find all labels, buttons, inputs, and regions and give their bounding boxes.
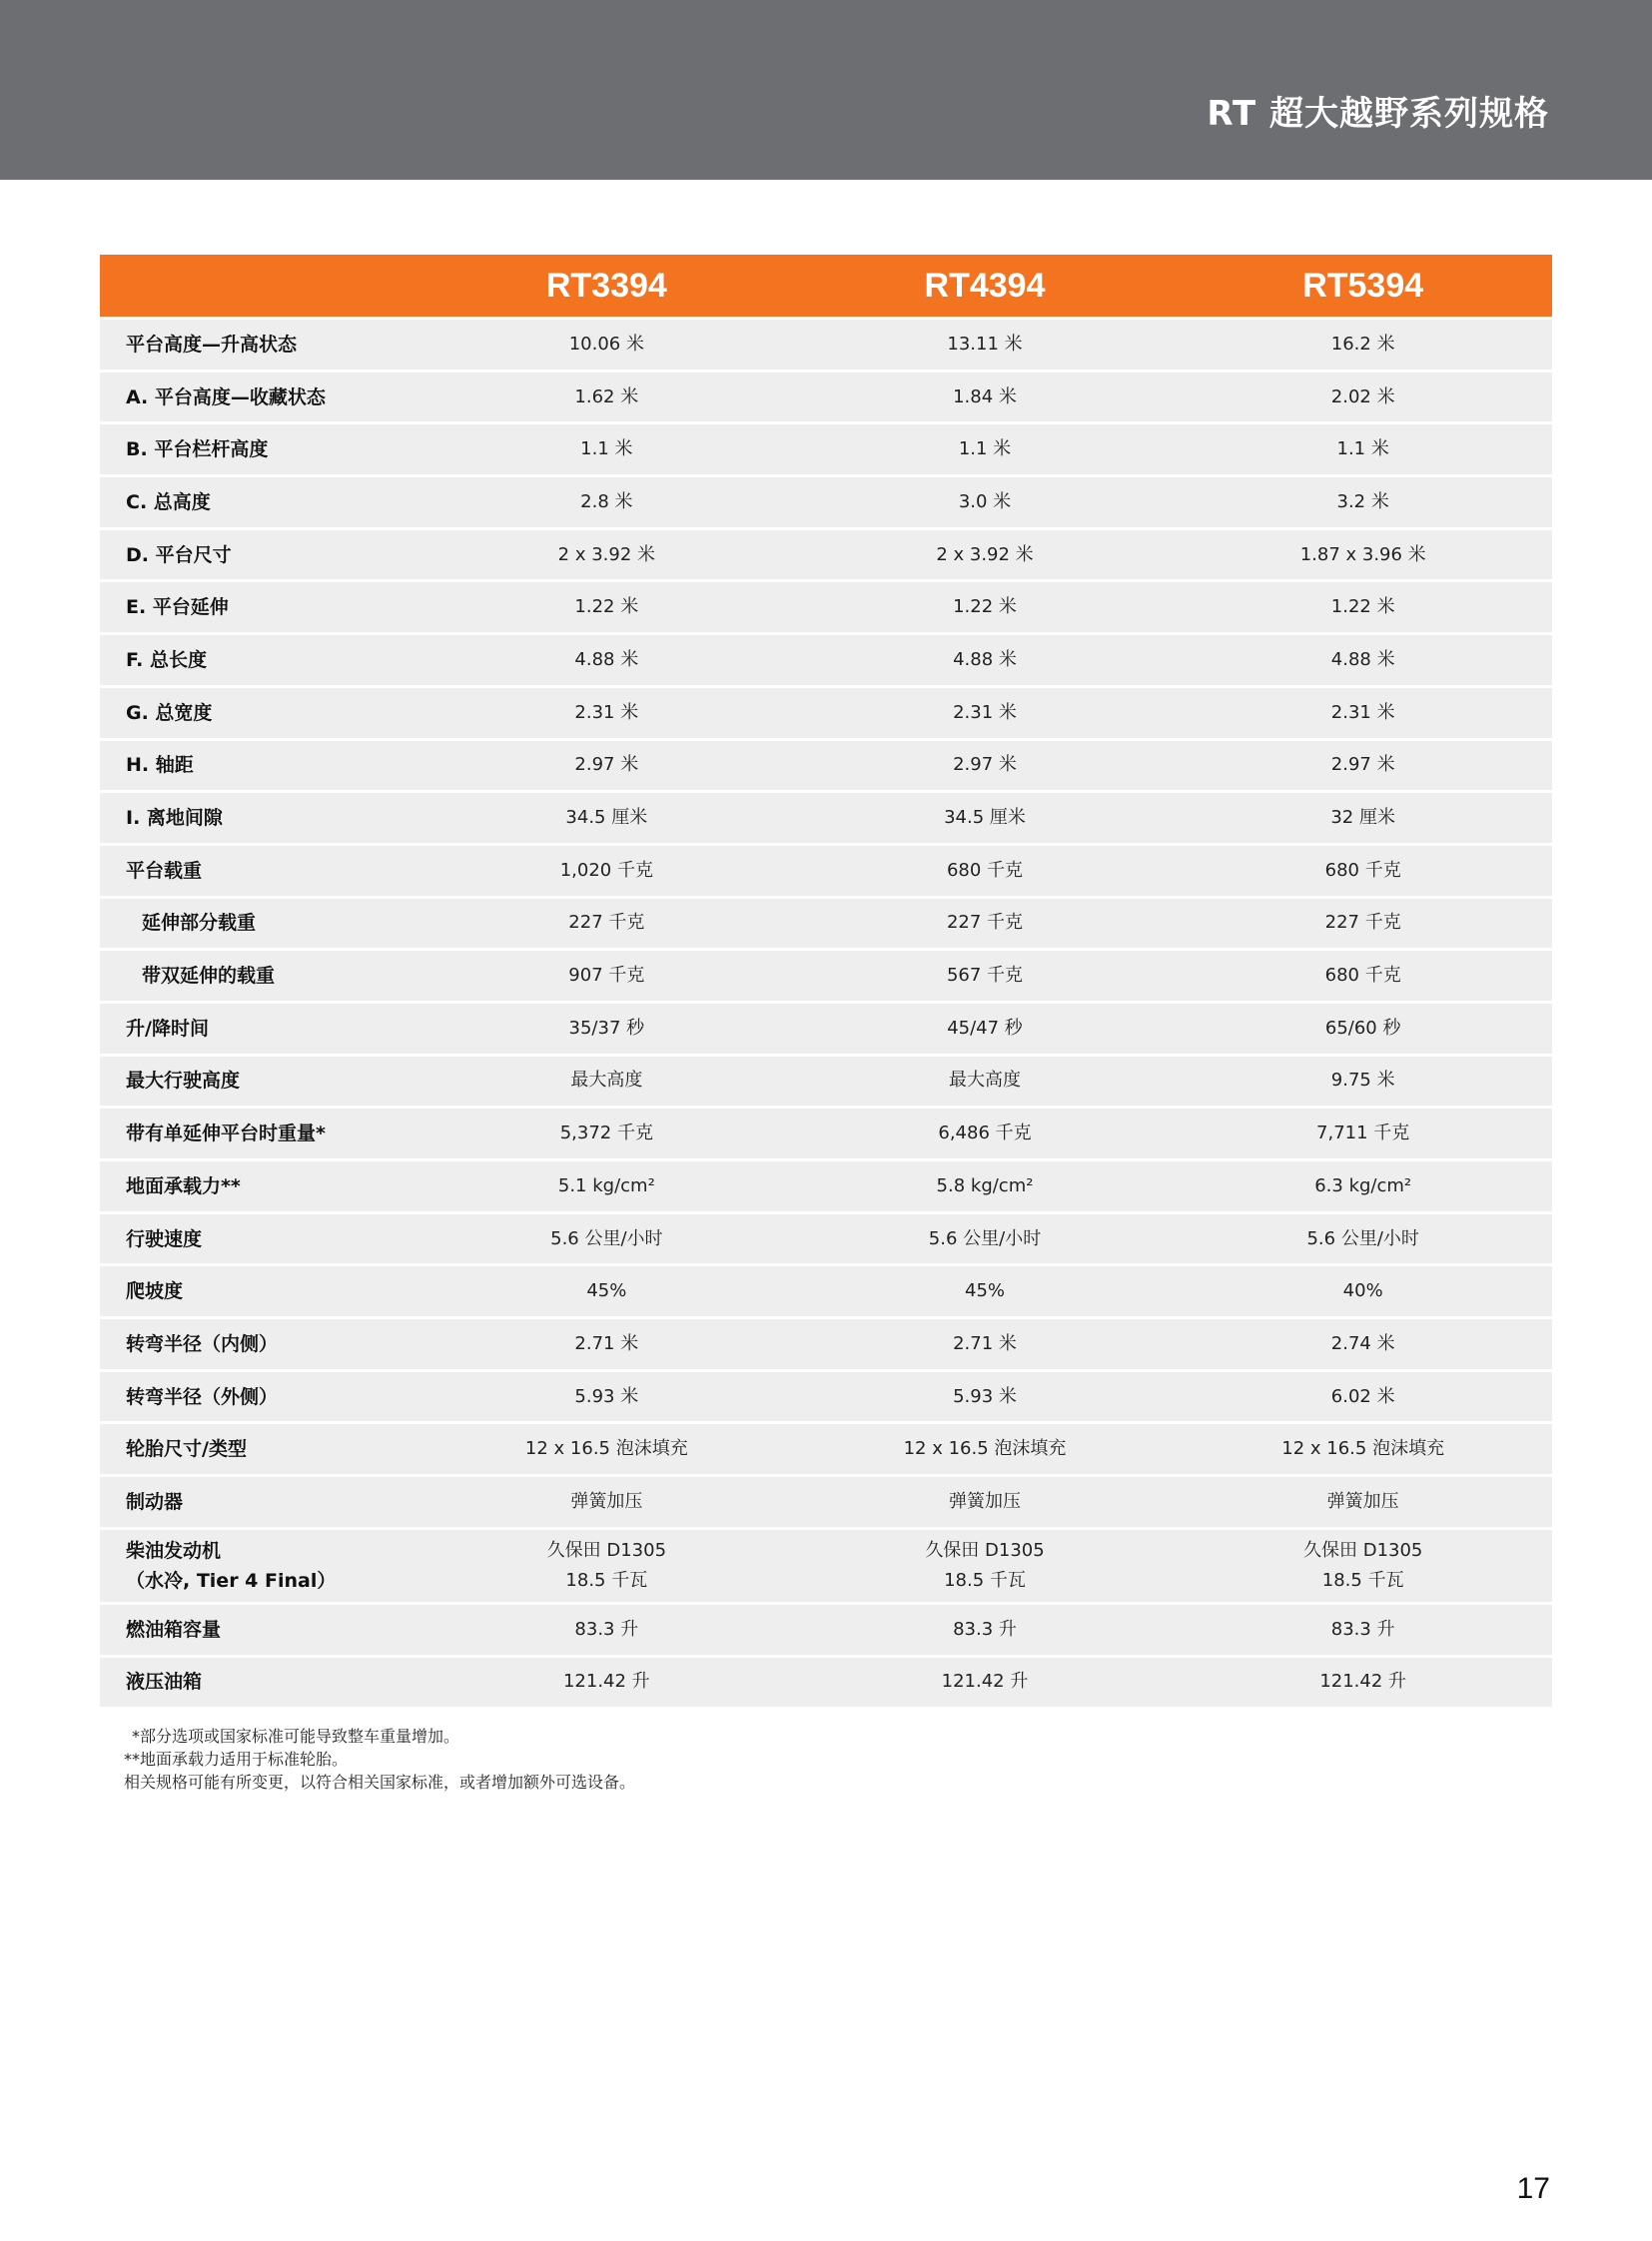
row-label — [100, 487, 417, 517]
table-cell — [1174, 908, 1552, 938]
cell-value: 35/37 秒 — [568, 1017, 645, 1039]
row-label — [100, 540, 417, 570]
column-header-rt4394: RT4394 — [924, 266, 1046, 305]
cell-value: 1,020 千克 — [559, 859, 653, 881]
table-row — [100, 1263, 1552, 1316]
row-label-text: 行驶速度 — [126, 1227, 203, 1250]
table-cell — [796, 1536, 1175, 1596]
cell-value: 45/47 秒 — [947, 1017, 1023, 1039]
table-cell — [796, 856, 1175, 886]
cell-value: 弹簧加压 — [1326, 1490, 1399, 1512]
table-cell — [796, 1667, 1175, 1697]
row-label-text: F. 总长度 — [126, 648, 208, 671]
table-row — [100, 685, 1552, 738]
table-cell — [417, 961, 796, 991]
column-header-rt3394: RT3394 — [545, 266, 667, 305]
table-cell — [417, 1171, 796, 1201]
cell-value: 121.42 升 — [562, 1671, 650, 1693]
cell-value: 34.5 厘米 — [565, 807, 648, 829]
table-cell — [417, 1615, 796, 1645]
row-label — [100, 1224, 417, 1254]
cell-value-secondary: 18.5 千瓦 — [1321, 1569, 1404, 1591]
table-cell — [1174, 1066, 1552, 1096]
table-cell — [796, 1014, 1175, 1044]
table-row — [100, 1316, 1552, 1369]
footnote: *部分选项或国家标准可能导致整车重量增加。 — [132, 1727, 460, 1746]
row-label — [100, 1536, 417, 1596]
table-cell — [1174, 1615, 1552, 1645]
table-row — [100, 1054, 1552, 1107]
cell-value: 680 千克 — [1324, 859, 1401, 881]
row-label-text: 柴油发动机 — [126, 1539, 222, 1562]
table-row — [100, 632, 1552, 685]
cell-value: 907 千克 — [568, 965, 645, 987]
cell-value: 2.97 米 — [574, 754, 639, 776]
row-label — [100, 1066, 417, 1096]
table-cell — [1174, 961, 1552, 991]
table-cell — [1174, 1224, 1552, 1254]
row-label-text: 制动器 — [126, 1490, 184, 1513]
table-cell — [1174, 382, 1552, 412]
cell-value: 680 千克 — [1324, 965, 1401, 987]
table-cell — [1174, 856, 1552, 886]
row-label — [100, 1434, 417, 1464]
table-cell — [1174, 803, 1552, 833]
row-label — [100, 698, 417, 728]
cell-value: 40% — [1342, 1280, 1383, 1302]
cell-value: 弹簧加压 — [570, 1490, 643, 1512]
table-row — [100, 1421, 1552, 1474]
table-cell — [417, 1487, 796, 1517]
table-cell — [417, 592, 796, 622]
table-cell — [796, 750, 1175, 780]
row-label — [100, 1487, 417, 1517]
cell-value: 2.31 米 — [574, 701, 639, 723]
table-cell — [796, 698, 1175, 728]
row-label-text: 最大行驶高度 — [126, 1070, 241, 1093]
row-label-text: D. 平台尺寸 — [126, 543, 232, 566]
table-cell — [796, 645, 1175, 675]
table-cell — [417, 1434, 796, 1464]
cell-value: 6.3 kg/cm² — [1314, 1174, 1412, 1196]
row-label-text: B. 平台栏杆高度 — [126, 438, 269, 461]
cell-value: 5.6 公里/小时 — [1306, 1227, 1419, 1249]
table-cell — [796, 1276, 1175, 1306]
cell-value: 2.97 米 — [1330, 754, 1395, 776]
table-row — [100, 1158, 1552, 1211]
table-row — [100, 1001, 1552, 1054]
cell-value: 227 千克 — [1324, 912, 1401, 934]
table-cell — [796, 487, 1175, 517]
cell-value: 2 x 3.92 米 — [936, 543, 1034, 565]
row-label-text: 轮胎尺寸/类型 — [126, 1438, 247, 1461]
cell-value: 1.1 米 — [580, 438, 633, 460]
row-label-text: 燃油箱容量 — [126, 1618, 222, 1641]
table-cell — [1174, 1119, 1552, 1148]
cell-value: 久保田 D1305 — [925, 1539, 1045, 1561]
table-cell — [796, 382, 1175, 412]
cell-value: 2.8 米 — [580, 490, 633, 512]
table-cell — [1174, 434, 1552, 464]
footnote: **地面承载力适用于标准轮胎。 — [124, 1750, 349, 1769]
cell-value: 121.42 升 — [941, 1671, 1029, 1693]
table-row — [100, 1211, 1552, 1264]
table-row — [100, 579, 1552, 632]
cell-value: 最大高度 — [570, 1070, 643, 1092]
cell-value: 2.31 米 — [1330, 701, 1395, 723]
row-label — [100, 750, 417, 780]
cell-value: 4.88 米 — [953, 648, 1017, 670]
table-cell — [796, 961, 1175, 991]
table-cell — [796, 1224, 1175, 1254]
cell-value: 83.3 升 — [1330, 1618, 1395, 1640]
row-label-text: 液压油箱 — [126, 1671, 203, 1694]
table-cell — [417, 750, 796, 780]
row-label — [100, 1382, 417, 1412]
table-row — [100, 1474, 1552, 1527]
cell-value: 45% — [965, 1280, 1006, 1302]
table-row — [100, 421, 1552, 474]
cell-value: 最大高度 — [949, 1070, 1021, 1092]
cell-value: 2 x 3.92 米 — [557, 543, 656, 565]
table-cell — [796, 803, 1175, 833]
table-body — [100, 317, 1552, 1707]
cell-value: 65/60 秒 — [1324, 1017, 1401, 1039]
table-cell — [1174, 1329, 1552, 1359]
row-label — [100, 1014, 417, 1044]
cell-value: 12 x 16.5 泡沫填充 — [903, 1438, 1067, 1460]
row-label-text: 转弯半径（外侧） — [126, 1385, 279, 1408]
table-cell — [417, 1667, 796, 1697]
table-cell — [417, 434, 796, 464]
table-cell — [796, 1487, 1175, 1517]
cell-value: 2.74 米 — [1330, 1332, 1395, 1354]
cell-value: 久保田 D1305 — [546, 1539, 667, 1561]
row-label — [100, 1171, 417, 1201]
cell-value: 3.2 米 — [1336, 490, 1389, 512]
row-label-text: C. 总高度 — [126, 490, 211, 513]
row-label — [100, 592, 417, 622]
cell-value: 121.42 升 — [1319, 1671, 1407, 1693]
table-cell — [796, 1434, 1175, 1464]
cell-value: 4.88 米 — [574, 648, 639, 670]
row-label — [100, 1667, 417, 1697]
table-row — [100, 896, 1552, 949]
table-cell — [796, 540, 1175, 570]
table-cell — [1174, 698, 1552, 728]
table-cell — [417, 1329, 796, 1359]
cell-value: 7,711 千克 — [1316, 1122, 1410, 1144]
cell-value: 680 千克 — [946, 859, 1024, 881]
cell-value-secondary: 18.5 千瓦 — [944, 1569, 1026, 1591]
table-row — [100, 1106, 1552, 1158]
table-cell — [417, 487, 796, 517]
table-cell — [1174, 1382, 1552, 1412]
header-band — [0, 0, 1652, 180]
cell-value: 1.22 米 — [953, 596, 1017, 618]
table-cell — [417, 1066, 796, 1096]
row-label — [100, 908, 417, 938]
cell-value: 1.22 米 — [1330, 596, 1395, 618]
table-cell — [796, 434, 1175, 464]
row-label — [100, 1276, 417, 1306]
cell-value: 83.3 升 — [574, 1618, 639, 1640]
table-cell — [796, 1171, 1175, 1201]
cell-value-secondary: 18.5 千瓦 — [565, 1569, 648, 1591]
cell-value: 567 千克 — [946, 965, 1024, 987]
cell-value: 9.75 米 — [1330, 1070, 1395, 1092]
cell-value: 2.71 米 — [953, 1332, 1017, 1354]
page-title: RT 超大越野系列规格 — [1207, 94, 1549, 134]
table-row — [100, 1655, 1552, 1708]
table-cell — [417, 540, 796, 570]
table-header-row — [100, 255, 1552, 317]
cell-value: 4.88 米 — [1330, 648, 1395, 670]
cell-value: 5.8 kg/cm² — [936, 1174, 1034, 1196]
cell-value: 227 千克 — [946, 912, 1024, 934]
cell-value: 12 x 16.5 泡沫填充 — [1281, 1438, 1445, 1460]
table-row — [100, 474, 1552, 527]
row-label — [100, 1615, 417, 1645]
page-number: 17 — [1516, 2172, 1550, 2205]
cell-value: 久保田 D1305 — [1302, 1539, 1423, 1561]
table-cell — [1174, 540, 1552, 570]
cell-value: 12 x 16.5 泡沫填充 — [524, 1438, 688, 1460]
cell-value: 34.5 厘米 — [944, 807, 1026, 829]
cell-value: 2.02 米 — [1330, 385, 1395, 407]
table-row — [100, 843, 1552, 896]
table-cell — [1174, 1487, 1552, 1517]
table-cell — [1174, 1014, 1552, 1044]
table-row — [100, 1369, 1552, 1422]
row-label-text: 带有单延伸平台时重量* — [126, 1122, 326, 1145]
row-label — [100, 803, 417, 833]
table-cell — [796, 1382, 1175, 1412]
row-label — [100, 645, 417, 675]
cell-value: 32 厘米 — [1330, 807, 1395, 829]
cell-value: 1.62 米 — [574, 385, 639, 407]
table-cell — [417, 856, 796, 886]
row-label-text: 转弯半径（内侧） — [126, 1332, 279, 1355]
row-label — [100, 1119, 417, 1148]
row-label-text: 延伸部分载重 — [142, 912, 257, 935]
cell-value: 5.93 米 — [574, 1385, 639, 1407]
table-row — [100, 1527, 1552, 1602]
table-cell — [1174, 1667, 1552, 1697]
row-label — [100, 856, 417, 886]
row-label-text: G. 总宽度 — [126, 701, 213, 724]
cell-value: 6.02 米 — [1330, 1385, 1395, 1407]
row-label-text: 升/降时间 — [126, 1017, 209, 1040]
cell-value: 6,486 千克 — [938, 1122, 1032, 1144]
table-cell — [1174, 487, 1552, 517]
cell-value: 2.71 米 — [574, 1332, 639, 1354]
table-cell — [1174, 330, 1552, 360]
cell-value: 5.93 米 — [953, 1385, 1017, 1407]
table-cell — [1174, 750, 1552, 780]
table-cell — [417, 1224, 796, 1254]
table-cell — [417, 1382, 796, 1412]
table-cell — [796, 908, 1175, 938]
footnotes — [124, 1725, 635, 1794]
cell-value: 1.22 米 — [574, 596, 639, 618]
row-label-text: I. 离地间隙 — [126, 807, 223, 830]
row-label — [100, 1329, 417, 1359]
cell-value: 45% — [586, 1280, 627, 1302]
row-label-text: E. 平台延伸 — [126, 596, 229, 619]
row-label-subtext: （水冷, Tier 4 Final） — [126, 1569, 337, 1592]
row-label-text: 平台载重 — [126, 859, 203, 882]
table-cell — [1174, 1536, 1552, 1596]
table-cell — [417, 803, 796, 833]
table-row — [100, 790, 1552, 843]
table-cell — [417, 330, 796, 360]
cell-value: 83.3 升 — [953, 1618, 1017, 1640]
table-cell — [796, 592, 1175, 622]
row-label — [100, 434, 417, 464]
cell-value: 3.0 米 — [958, 490, 1012, 512]
cell-value: 2.31 米 — [953, 701, 1017, 723]
table-cell — [417, 1276, 796, 1306]
table-cell — [796, 1615, 1175, 1645]
row-label-text: 平台高度—升高状态 — [126, 333, 298, 356]
column-header-rt5394: RT5394 — [1302, 266, 1424, 305]
cell-value: 16.2 米 — [1330, 333, 1395, 355]
row-label — [100, 961, 417, 991]
row-label-text: H. 轴距 — [126, 754, 194, 777]
row-label — [100, 382, 417, 412]
cell-value: 5,372 千克 — [559, 1122, 653, 1144]
table-cell — [1174, 592, 1552, 622]
cell-value: 弹簧加压 — [949, 1490, 1021, 1512]
table-cell — [417, 698, 796, 728]
table-cell — [417, 1014, 796, 1044]
table-cell — [417, 382, 796, 412]
table-row — [100, 527, 1552, 580]
row-label-text: A. 平台高度—收藏状态 — [126, 385, 326, 408]
table-row — [100, 1602, 1552, 1655]
cell-value: 227 千克 — [568, 912, 645, 934]
table-cell — [417, 908, 796, 938]
table-cell — [796, 330, 1175, 360]
cell-value: 5.1 kg/cm² — [557, 1174, 655, 1196]
row-label-text: 爬坡度 — [126, 1280, 184, 1303]
cell-value: 5.6 公里/小时 — [550, 1227, 663, 1249]
table-cell — [796, 1066, 1175, 1096]
table-cell — [417, 1119, 796, 1148]
table-row — [100, 948, 1552, 1001]
cell-value: 2.97 米 — [953, 754, 1017, 776]
cell-value: 10.06 米 — [568, 333, 644, 355]
cell-value: 1.84 米 — [953, 385, 1017, 407]
cell-value: 1.1 米 — [958, 438, 1012, 460]
table-row — [100, 317, 1552, 370]
table-row — [100, 370, 1552, 422]
cell-value: 13.11 米 — [947, 333, 1023, 355]
table-cell — [417, 645, 796, 675]
footnote: 相关规格可能有所变更，以符合相关国家标准，或者增加额外可选设备。 — [124, 1773, 636, 1792]
table-cell — [796, 1119, 1175, 1148]
row-label — [100, 330, 417, 360]
table-cell — [1174, 1434, 1552, 1464]
cell-value: 1.87 x 3.96 米 — [1299, 543, 1426, 565]
table-cell — [1174, 1276, 1552, 1306]
table-cell — [417, 1536, 796, 1596]
spec-table — [100, 255, 1552, 1707]
table-cell — [796, 1329, 1175, 1359]
cell-value: 1.1 米 — [1336, 438, 1389, 460]
row-label-text: 带双延伸的载重 — [142, 965, 276, 988]
table-cell — [1174, 645, 1552, 675]
cell-value: 5.6 公里/小时 — [928, 1227, 1042, 1249]
row-label-text: 地面承载力** — [126, 1174, 241, 1197]
table-cell — [1174, 1171, 1552, 1201]
table-row — [100, 738, 1552, 791]
